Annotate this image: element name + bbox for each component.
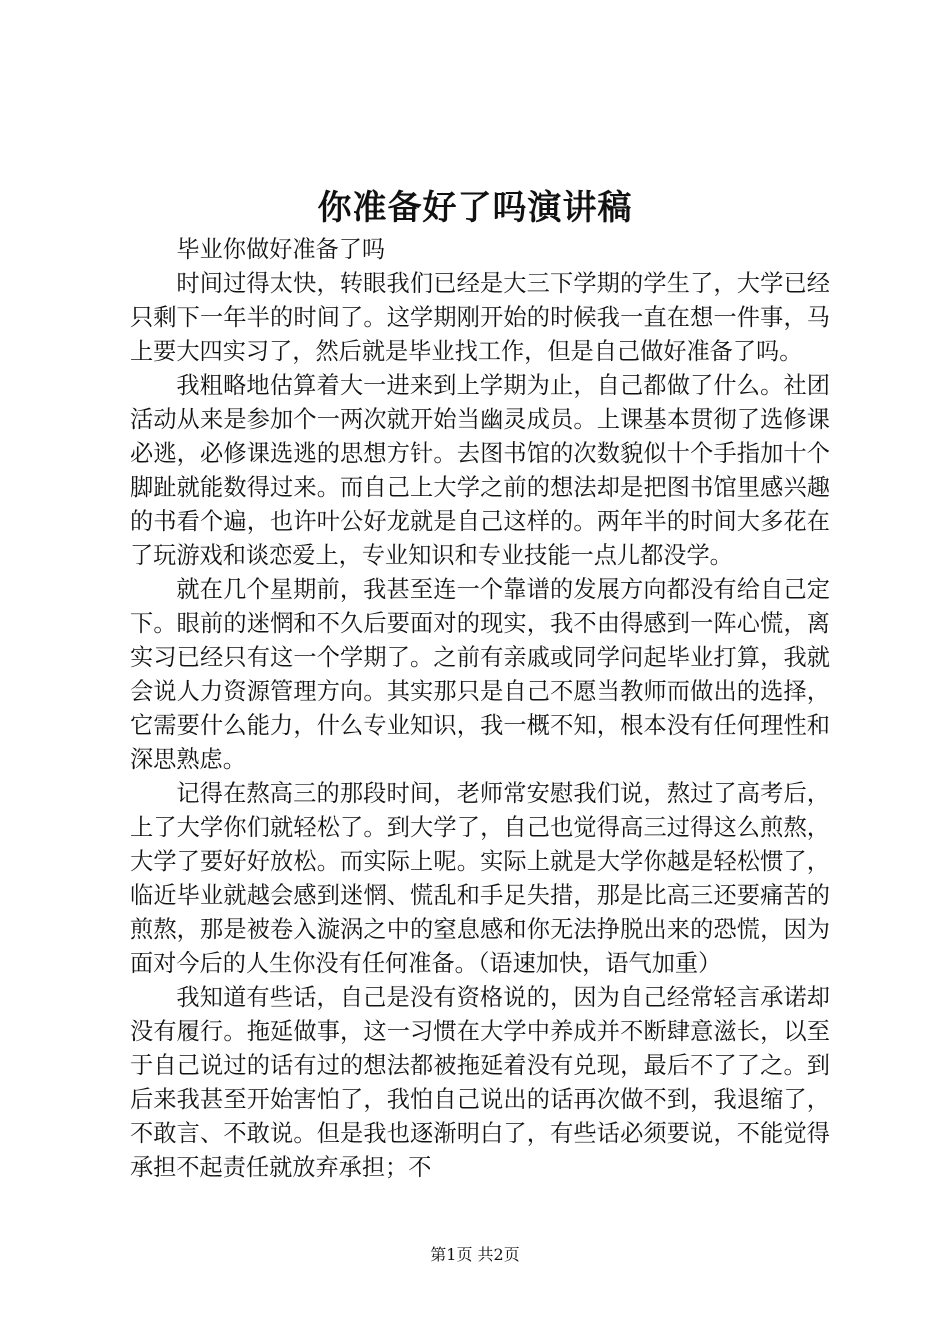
page-number-footer: 第1页 共2页 (430, 1245, 520, 1264)
document-body (130, 233, 830, 1185)
paragraph: 我知道有些话，自己是没有资格说的，因为自己经常轻言承诺却没有履行。拖延做事，这一习惯在大学中养成并不断肆意滋长，以至于自己说过的话有过的想法都被拖延着没有兑现，最后不了了之。到后来我甚至开始害怕了，我怕自己说出的话再次做不到，我退缩了，不敢言、不敢说。但是我也逐渐明白了，有些话必须要说，不能觉得承担不起责任就放弃承担；不 (130, 984, 830, 1181)
paragraph: 记得在熬高三的那段时间，老师常安慰我们说，熬过了高考后，上了大学你们就轻松了。到大学了，自己也觉得高三过得这么煎熬，大学了要好好放松。而实际上呢。实际上就是大学你越是轻松惯了，临近毕业就越会感到迷惘、慌乱和手足失措，那是比高三还要痛苦的煎熬，那是被卷入漩涡之中的窒息感和你无法挣脱出来的恐慌，因为面对今后的人生你没有任何准备。（语速加快，语气加重） (130, 780, 830, 977)
paragraph: 就在几个星期前，我甚至连一个靠谱的发展方向都没有给自己定下。眼前的迷惘和不久后要面对的现实，我不由得感到一阵心慌，离实习已经只有这一个学期了。之前有亲戚或同学问起毕业打算，我就会说人力资源管理方向。其实那只是自己不愿当教师而做出的选择，它需要什么能力，什么专业知识，我一概不知，根本没有任何理性和深思熟虑。 (130, 576, 830, 773)
paragraph-subtitle: 毕业你做好准备了吗 (176, 236, 386, 263)
paragraph: 我粗略地估算着大一进来到上学期为止，自己都做了什么。社团活动从来是参加个一两次就开始当幽灵成员。上课基本贯彻了选修课必逃，必修课选逃的思想方针。去图书馆的次数貌似十个手指加十个脚趾就能数得过来。而自己上大学之前的想法却是把图书馆里感兴趣的书看个遍，也许叶公好龙就是自己这样的。两年半的时间大多花在了玩游戏和谈恋爱上，专业知识和专业技能一点儿都没学。 (130, 372, 830, 569)
document-title: 你准备好了吗演讲稿 (317, 188, 633, 228)
paragraph: 时间过得太快，转眼我们已经是大三下学期的学生了，大学已经只剩下一年半的时间了。这学期刚开始的时候我一直在想一件事，马上要大四实习了，然后就是毕业找工作，但是自己做好准备了吗。 (130, 270, 830, 365)
